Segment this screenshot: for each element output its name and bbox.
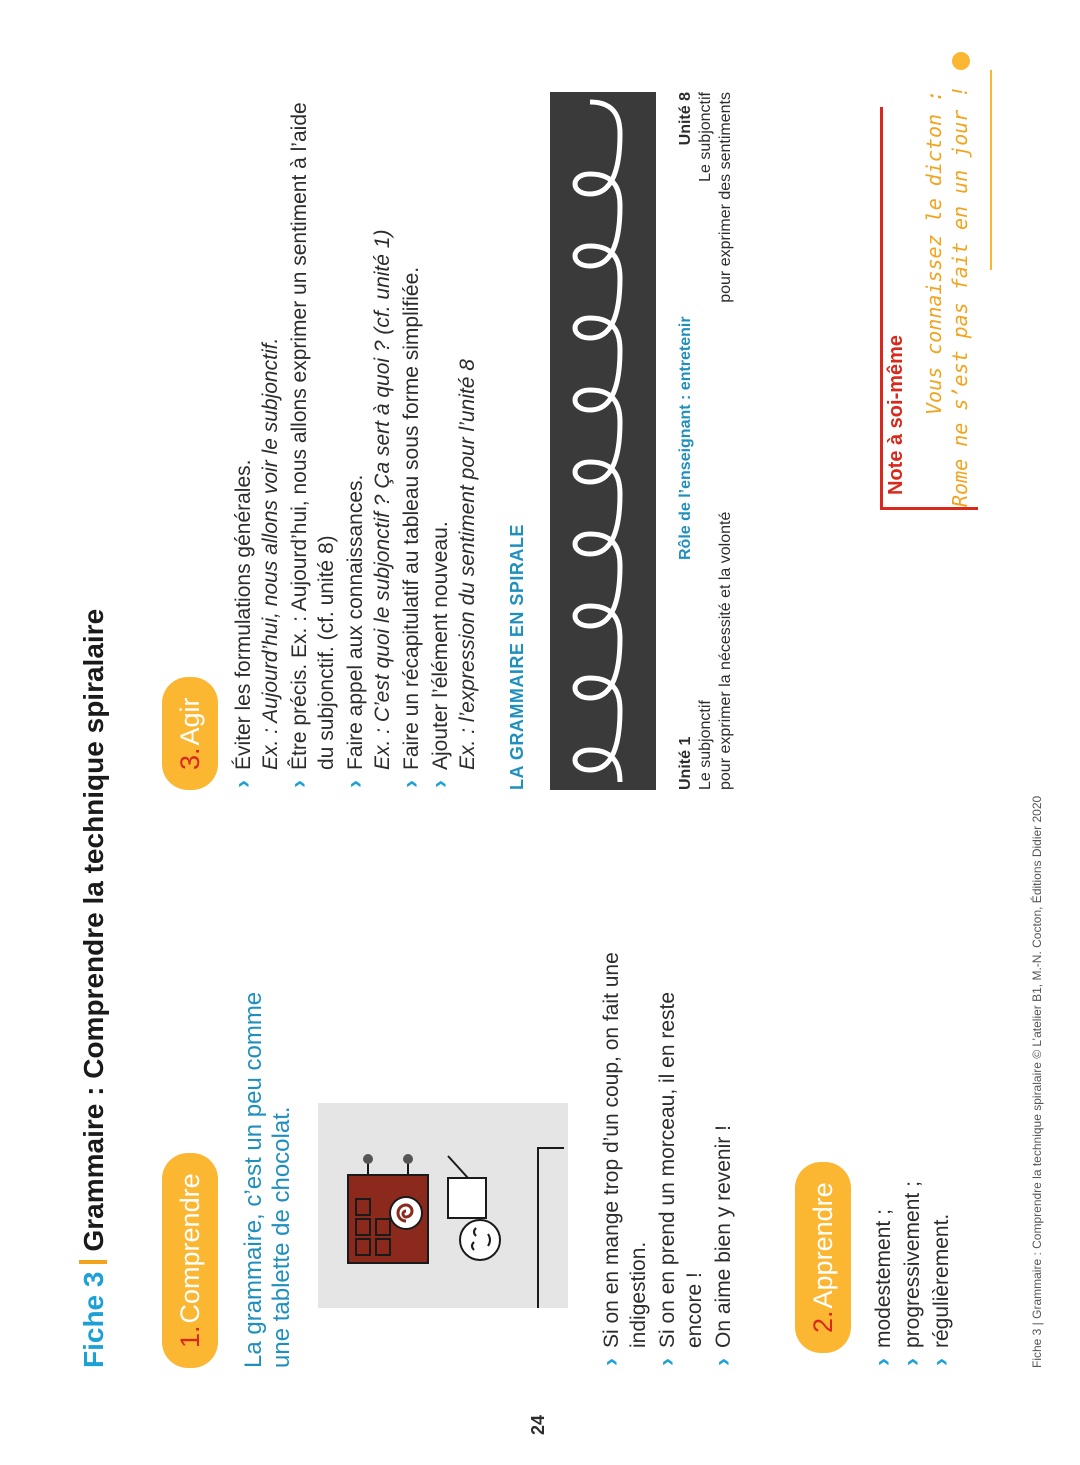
note-line-2-text: Rome ne s’est pas fait en un jour ! [948, 85, 972, 507]
unit-line: Le subjonctif [697, 700, 714, 790]
spiral-band [550, 92, 656, 790]
unit-line: pour exprimer des sentiments [717, 92, 734, 303]
chocolate-bar-icon [318, 1103, 568, 1368]
teacher-role [676, 316, 696, 560]
apprendre-bullets [870, 1068, 957, 1368]
list-item [342, 90, 396, 790]
note-title: Note à soi-même [885, 334, 907, 495]
page-title [78, 609, 110, 1368]
comprendre-tagline: La grammaire, c’est un peu comme une tablette de chocolat. [240, 991, 295, 1368]
fiche-label: Fiche 3 [78, 1271, 109, 1368]
list-item [427, 90, 481, 790]
list-item [286, 90, 340, 790]
bullet-example: Ex. : C’est quoi le subjonctif ? Ça sert à quoi ? (cf. unité 1) [371, 229, 394, 770]
bullet-text: Faire appel aux connaissances. [344, 474, 367, 770]
agir-bullets [230, 90, 483, 790]
title-separator [79, 1260, 107, 1264]
spiral-icon [550, 92, 656, 790]
bullet-text: Faire un récapitulatif au tableau sous forme simplifiée. [400, 266, 423, 770]
section-comprendre-badge [162, 1153, 218, 1368]
list-item: › régulièrement. [928, 1068, 955, 1368]
bullet-text: Éviter les formulations générales. [232, 459, 255, 770]
list-item: › Si on en prend un morceau, il en reste encore ! [654, 938, 708, 1368]
page-number: 24 [528, 1414, 548, 1435]
fiche-title: Grammaire : Comprendre la technique spiralaire [78, 608, 109, 1252]
unit-title: Unité 1 [677, 736, 694, 790]
section-label: Apprendre [807, 1182, 838, 1309]
smiley-icon [952, 52, 970, 70]
list-item: › Si on en mange trop d’un coup, on fait une indigestion. [598, 938, 652, 1368]
page-footer: Fiche 3 | Grammaire : Comprendre la technique spiralaire © L’atelier B1, M.-N. Cocton, Éditions Didier 2020 [1030, 795, 1044, 1368]
section-number: 2. [807, 1310, 838, 1333]
section-label: Agir [174, 697, 205, 746]
role-label: Rôle de l’enseignant : entretenir [677, 316, 694, 560]
bullet-text: Ajouter l’élément nouveau. [429, 521, 452, 770]
note-line-1: Vous connaissez le dicton : [922, 89, 946, 415]
list-item: › progressivement ; [899, 1068, 926, 1368]
section-agir-badge [162, 677, 218, 790]
list-item: › modestement ; [870, 1068, 897, 1368]
bullet-example: Ex. : l’expression du sentiment pour l’unité 8 [456, 359, 479, 770]
list-item [230, 90, 284, 790]
chocolate-illustration [318, 1103, 568, 1368]
note-underline [990, 70, 992, 270]
unit-title: Unité 8 [677, 92, 694, 146]
section-number: 1. [174, 1325, 205, 1348]
section-apprendre-badge [795, 1162, 851, 1353]
unit-8-caption [676, 92, 736, 345]
section-number: 3. [174, 747, 205, 770]
unit-line: pour exprimer la nécessité et la volonté [717, 511, 734, 790]
spiral-heading: LA GRAMMAIRE EN SPIRALE [507, 524, 527, 790]
chocolate-bullets [598, 938, 739, 1368]
section-label: Comprendre [174, 1173, 205, 1324]
list-item [398, 90, 425, 790]
bullet-example: Ex. : Aujourd’hui, nous allons voir le subjonctif. [259, 337, 282, 770]
bullet-text: Être précis. Ex. : Aujourd’hui, nous allons exprimer un sentiment à l’aide du subjonctif. (cf. unité 8) [288, 102, 338, 770]
list-item: › On aime bien y revenir ! [710, 938, 737, 1368]
note-line-2 [948, 52, 972, 507]
unit-line: Le subjonctif [697, 92, 714, 182]
